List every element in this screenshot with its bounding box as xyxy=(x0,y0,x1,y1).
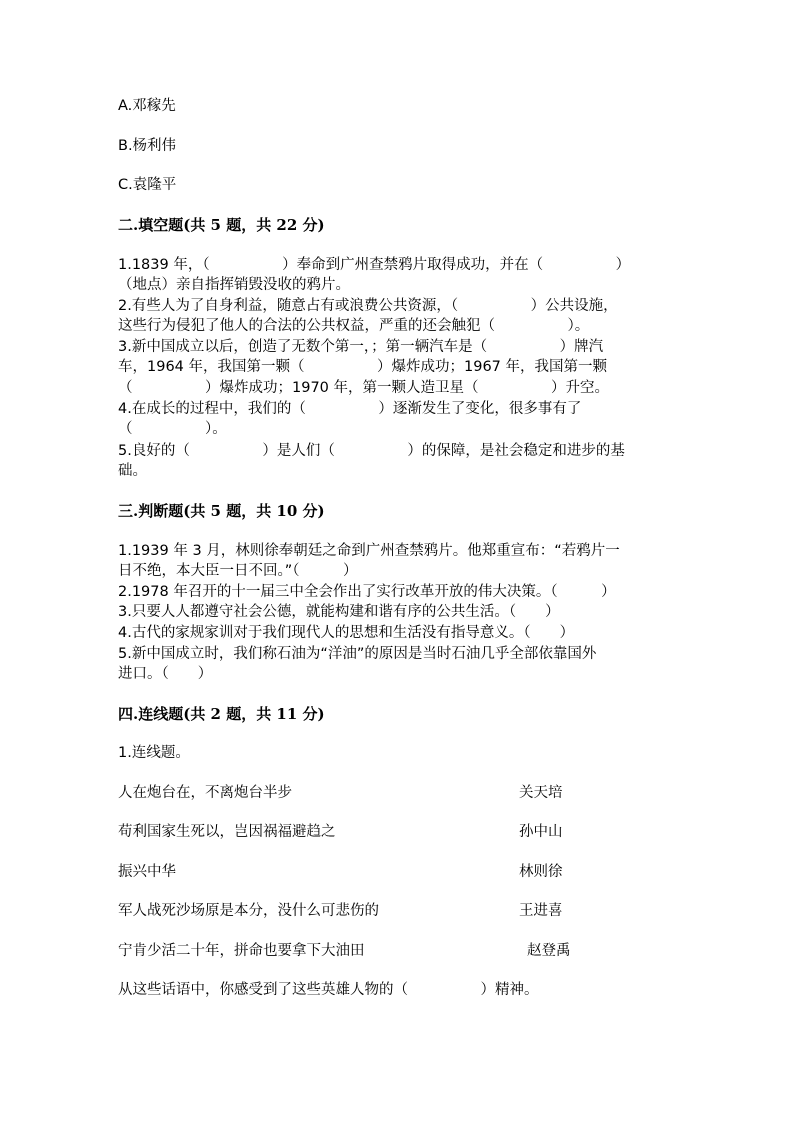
choice-c: C.袁隆平 xyxy=(118,177,177,193)
fill-blank-line: 3.新中国成立以后，创造了无数个第一，；第一辆汽车是（ ）牌汽 xyxy=(118,339,604,355)
true-false-line: 5.新中国成立时，我们称石油为“洋油”的原因是当时石油几乎全部依靠国外 xyxy=(118,646,597,662)
fill-blank-line: （ ）爆炸成功；1970 年，第一颗人造卫星（ ）升空。 xyxy=(118,380,610,396)
true-false-line: 进口。（ ） xyxy=(118,666,213,682)
true-false-line: 日不绝，本大臣一日不回。”（ ） xyxy=(118,563,358,579)
true-false-line: 4.古代的家规家训对于我们现代人的思想和生活没有指导意义。（ ） xyxy=(118,625,575,641)
matching-quote: 人在炮台在，不离炮台半步 xyxy=(118,785,292,801)
matching-quote: 振兴中华 xyxy=(118,864,176,880)
matching-quote: 苟利国家生死以，岂因祸福避趋之 xyxy=(118,824,336,840)
matching-quote: 军人战死沙场原是本分，没什么可悲伤的 xyxy=(118,903,379,919)
fill-blank-line: 车，1964 年，我国第一颗（ ）爆炸成功；1967 年，我国第一颗 xyxy=(118,359,608,375)
fill-blank-line: 这些行为侵犯了他人的合法的公共权益，严重的还会触犯（ ）。 xyxy=(118,318,590,334)
choice-a: A.邓稼先 xyxy=(118,98,176,114)
fill-blank-line: 1.1839 年，（ ）奉命到广州查禁鸦片取得成功，并在（ ） xyxy=(118,257,631,273)
matching-footer: 从这些话语中，你感受到了这些英雄人物的（ ）精神。 xyxy=(118,982,539,998)
matching-person: 关天培 xyxy=(519,785,563,801)
true-false-line: 1.1939 年 3 月，林则徐奉朝廷之命到广州查禁鸦片。他郑重宣布：“若鸦片一 xyxy=(118,543,620,559)
matching-person: 林则徐 xyxy=(519,864,563,880)
choice-b: B.杨利伟 xyxy=(118,138,177,154)
fill-blank-line: 5.良好的（ ）是人们（ ）的保障，是社会稳定和进步的基 xyxy=(118,443,625,459)
fill-blank-line: 础。 xyxy=(118,463,147,479)
matching-quote: 宁肯少活二十年，拼命也要拿下大油田 xyxy=(118,943,365,959)
section-title-matching: 四.连线题(共 2 题，共 11 分) xyxy=(118,705,325,723)
section-title-fill-blank: 二.填空题(共 5 题，共 22 分) xyxy=(118,216,325,234)
true-false-line: 2.1978 年召开的十一届三中全会作出了实行改革开放的伟大决策。（ ） xyxy=(118,584,616,600)
fill-blank-line: 2.有些人为了自身利益，随意占有或浪费公共资源，（ ）公共设施， xyxy=(118,298,618,314)
section-title-true-false: 三.判断题(共 5 题，共 10 分) xyxy=(118,502,325,520)
matching-person: 王进喜 xyxy=(519,903,563,919)
matching-question: 1.连线题。 xyxy=(118,745,190,761)
true-false-line: 3.只要人人都遵守社会公德，就能构建和谐有序的公共生活。（ ） xyxy=(118,604,560,620)
matching-person: 孙中山 xyxy=(519,824,563,840)
fill-blank-line: （ ）。 xyxy=(118,421,227,437)
fill-blank-line: （地点）亲自指挥销毁没收的鸦片。 xyxy=(118,277,350,293)
fill-blank-line: 4.在成长的过程中，我们的（ ）逐渐发生了变化，很多事有了 xyxy=(118,401,582,417)
matching-person: 赵登禹 xyxy=(527,943,571,959)
